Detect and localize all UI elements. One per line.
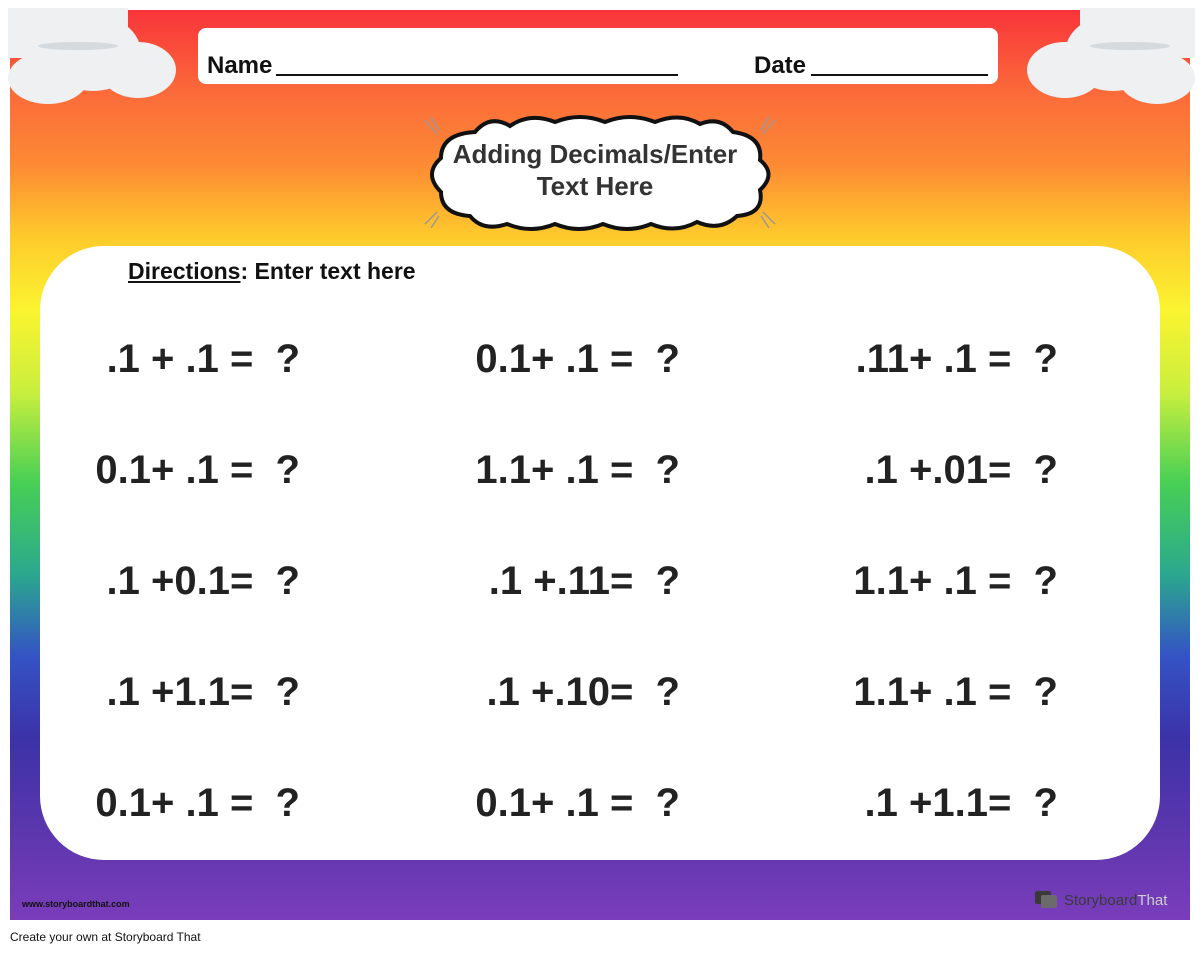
- storyboardthat-logo-icon: [1034, 890, 1058, 910]
- storyboardthat-logo: [1034, 889, 1167, 911]
- directions-text: : Enter text here: [240, 258, 416, 284]
- problem: 1.1+ .1 = ?: [475, 448, 680, 492]
- problem: .1 +1.1= ?: [864, 781, 1058, 825]
- directions: [128, 258, 416, 285]
- name-field[interactable]: [276, 74, 678, 76]
- problem: .1 + .1 = ?: [106, 337, 300, 381]
- title-line-2: Text Here: [536, 171, 654, 201]
- problem: .1 +.01= ?: [864, 448, 1058, 492]
- problem: .1 +1.1= ?: [106, 670, 300, 714]
- problem: 0.1+ .1 = ?: [95, 448, 300, 492]
- problem: .1 +.11= ?: [488, 559, 680, 603]
- worksheet-title: [445, 138, 745, 202]
- problem: .1 +.10= ?: [486, 670, 680, 714]
- footer-text[interactable]: Create your own at Storyboard That: [10, 930, 201, 944]
- name-label: Name: [207, 52, 273, 79]
- problem: .1 +0.1= ?: [106, 559, 300, 603]
- brand-part-2: That: [1137, 891, 1168, 909]
- title-line-1: Adding Decimals/Enter: [452, 139, 738, 169]
- cloud-icon: [1025, 8, 1195, 108]
- cloud-icon: [8, 8, 178, 108]
- problem: 0.1+ .1 = ?: [475, 781, 680, 825]
- date-label: Date: [754, 52, 807, 79]
- brand-part-1: Storyboard: [1064, 891, 1138, 909]
- problem: 1.1+ .1 = ?: [853, 670, 1058, 714]
- directions-label: Directions: [128, 258, 241, 284]
- problem: .11+ .1 = ?: [855, 337, 1058, 381]
- site-url: www.storyboardthat.com: [22, 899, 130, 909]
- date-field[interactable]: [811, 74, 988, 76]
- problem: 0.1+ .1 = ?: [95, 781, 300, 825]
- problem: 0.1+ .1 = ?: [475, 337, 680, 381]
- problem: 1.1+ .1 = ?: [853, 559, 1058, 603]
